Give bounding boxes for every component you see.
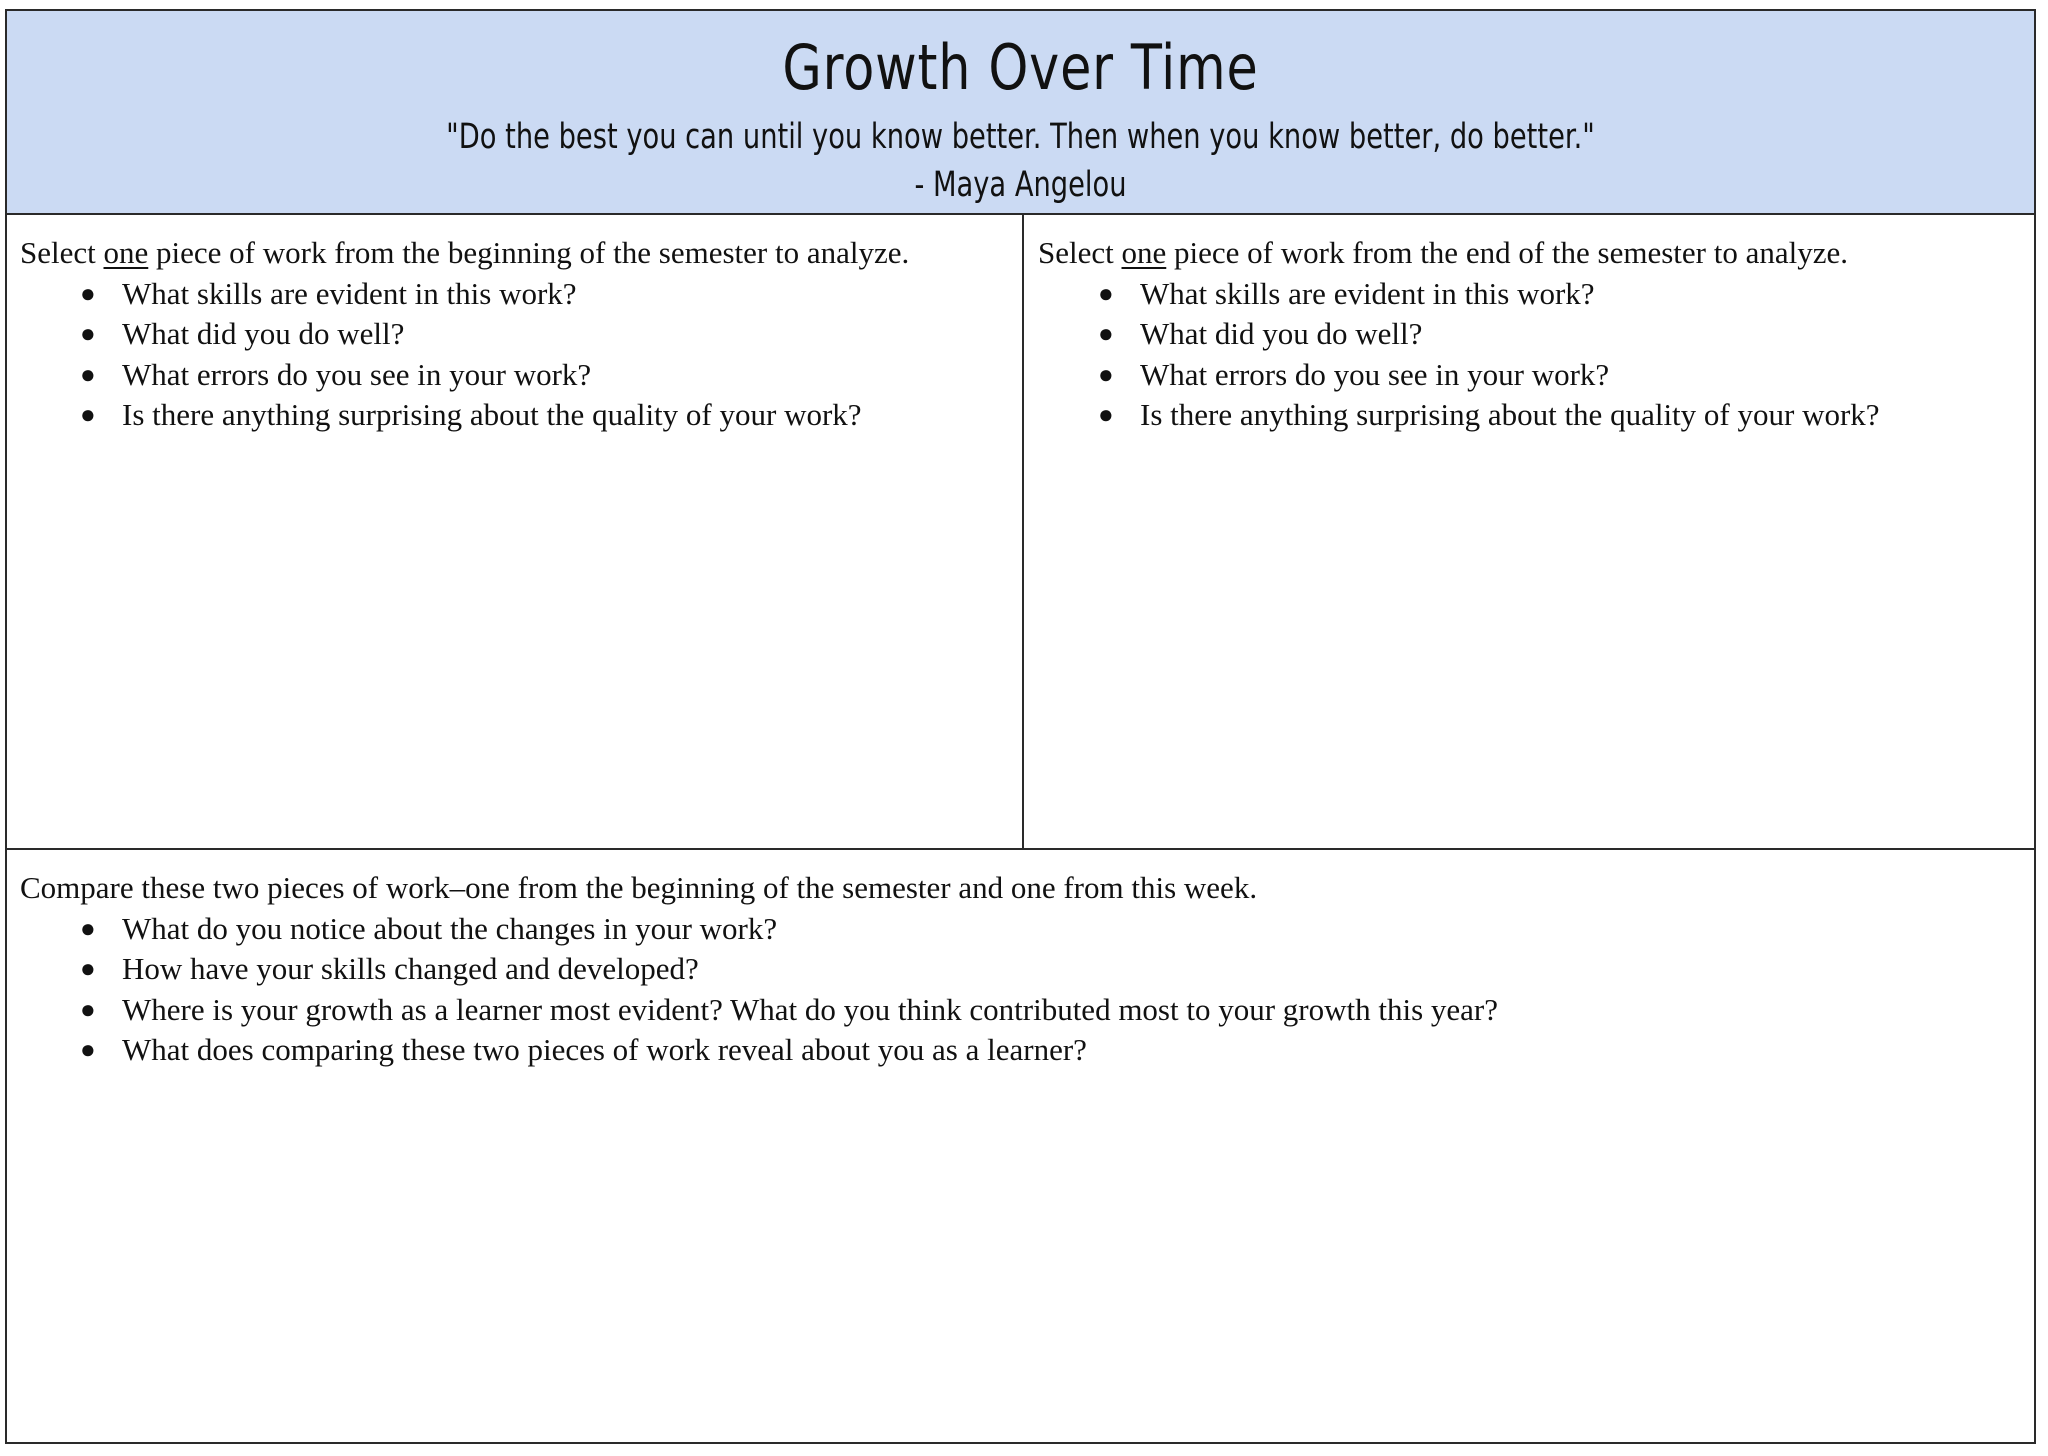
emphasis-one: one (1121, 235, 1167, 270)
end-questions-list (1038, 274, 2022, 436)
list-item: ● What do you notice about the changes in your work? (80, 909, 2022, 950)
beginning-prompt: Select one piece of work from the beginning of the semester to analyze. (20, 235, 910, 270)
list-item: ● What does comparing these two pieces of work reveal about you as a learner? (80, 1030, 2022, 1071)
worksheet-table (5, 9, 2036, 1444)
bullet-icon: ● (1098, 359, 1114, 389)
list-item: ● What errors do you see in your work? (80, 355, 1010, 396)
bullet-icon: ● (80, 913, 96, 943)
quote (230, 113, 1811, 209)
list-item: ● Is there anything surprising about the quality of your work? (80, 395, 1010, 436)
list-item: ● Where is your growth as a learner most evident? What do you think contributed most to your growth this year? (80, 990, 2022, 1031)
compare-cell[interactable] (7, 848, 2034, 1442)
bullet-icon: ● (80, 278, 96, 308)
end-semester-cell[interactable] (1024, 215, 2034, 850)
bullet-icon: ● (80, 359, 96, 389)
end-prompt: Select one piece of work from the end of the semester to analyze. (1038, 235, 1848, 270)
bullet-icon: ● (80, 319, 96, 348)
page-title: Growth Over Time (782, 31, 1259, 104)
bullet-icon: ● (1098, 278, 1114, 308)
bullet-icon: ● (80, 400, 96, 429)
bullet-icon: ● (1098, 319, 1114, 348)
bullet-icon: ● (80, 954, 96, 983)
list-item: ● What did you do well? (1098, 314, 2022, 355)
list-item: ● What skills are evident in this work? (80, 274, 1010, 315)
list-item: ● How have your skills changed and developed? (80, 949, 2022, 990)
list-item: ● What did you do well? (80, 314, 1010, 355)
bullet-icon: ● (80, 994, 96, 1024)
compare-prompt: Compare these two pieces of work–one from the beginning of the semester and one from this week. (20, 870, 1258, 905)
list-item: ● Is there anything surprising about the quality of your work? (1098, 395, 2022, 436)
emphasis-one: one (103, 235, 149, 270)
quote-text: "Do the best you can until you know better. Then when you know better, do better." (446, 117, 1595, 157)
quote-attribution: - Maya Angelou (914, 165, 1127, 205)
list-item: ● What skills are evident in this work? (1098, 274, 2022, 315)
list-item: ● What errors do you see in your work? (1098, 355, 2022, 396)
compare-questions-list (20, 909, 2022, 1071)
header-banner (7, 11, 2034, 215)
beginning-questions-list (20, 274, 1010, 436)
beginning-semester-cell[interactable] (7, 215, 1024, 850)
bullet-icon: ● (1098, 400, 1114, 429)
bullet-icon: ● (80, 1035, 96, 1064)
